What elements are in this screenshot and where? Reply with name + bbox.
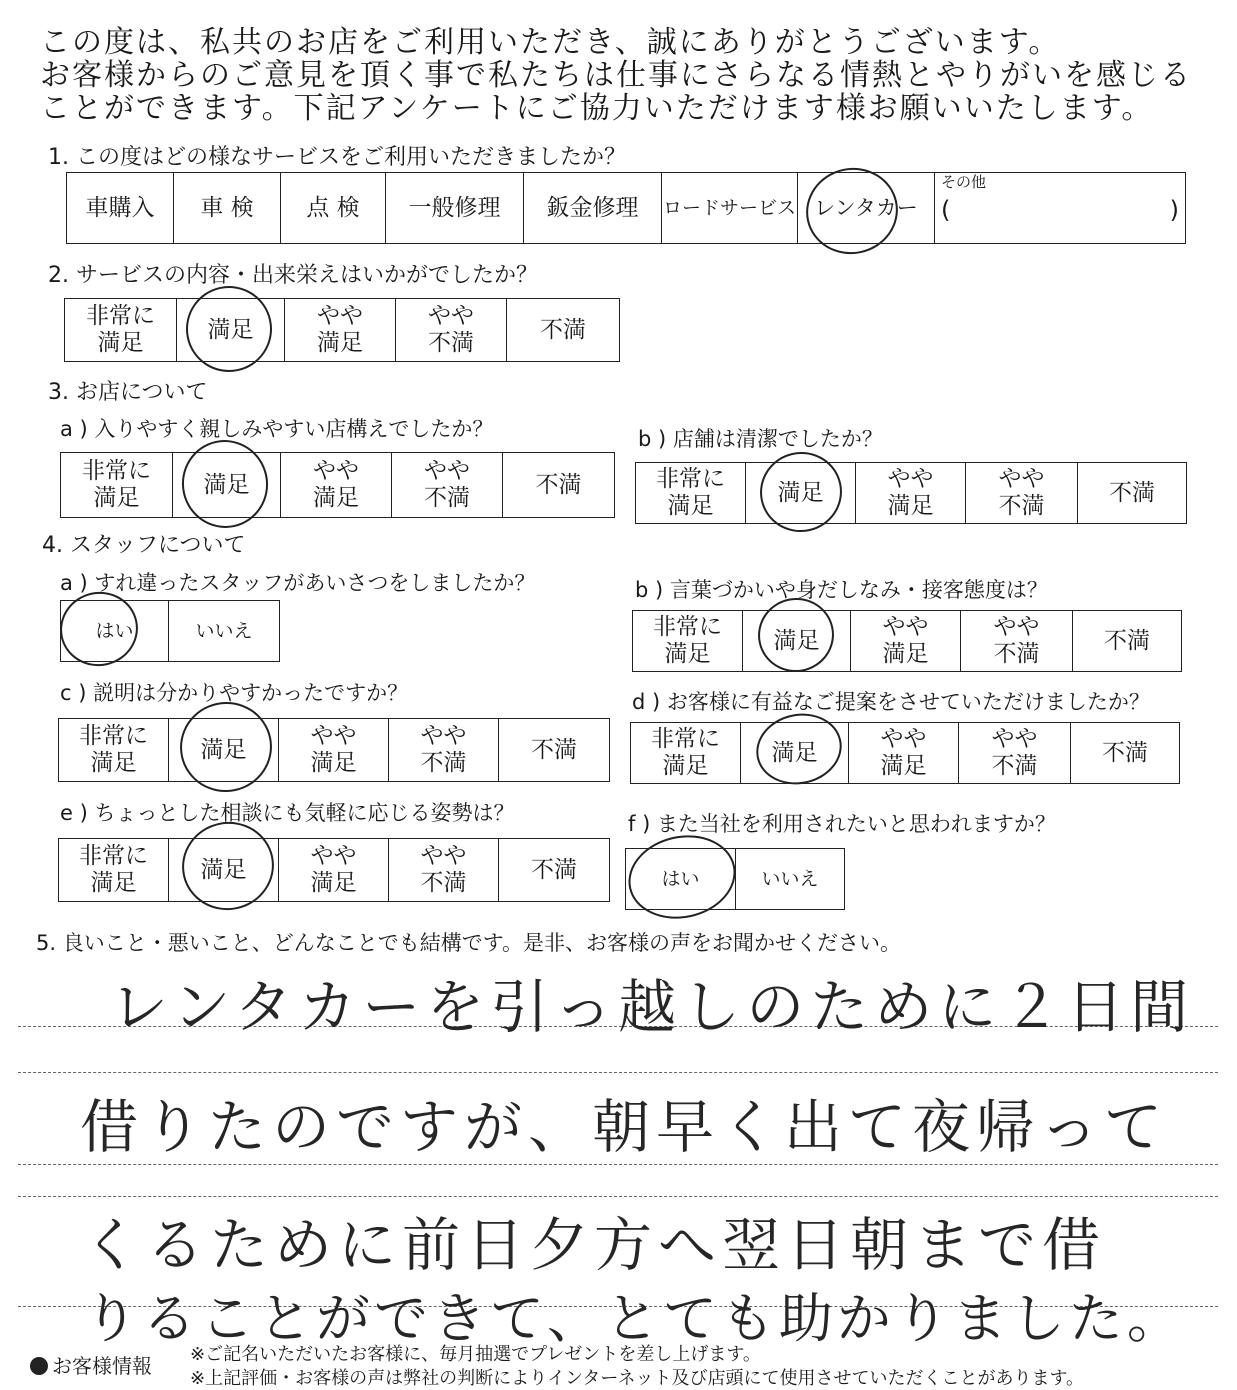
- q1-option-rental-car[interactable]: レンタカー: [798, 173, 935, 243]
- footer-note: ※上記評価・お客様の声は弊社の判断によりインターネット及び店頭にて使用させていただくことがあります。: [190, 1368, 1085, 1389]
- q3a-question: a ) 入りやすく親しみやすい店構えでしたか？: [60, 417, 494, 441]
- q1-other-label: その他: [941, 173, 987, 191]
- q4e-option-somewhat-satisfied[interactable]: やや 満足: [279, 839, 389, 901]
- q1-option-inspection[interactable]: 車 検: [174, 173, 281, 243]
- q4d-question: d ) お客様に有益なご提案をさせていただけましたか？: [632, 690, 1150, 714]
- q2-option-very-satisfied[interactable]: 非常に 満足: [65, 299, 177, 361]
- q4c-option-very-satisfied[interactable]: 非常に 満足: [59, 719, 169, 781]
- q1-option-car-purchase[interactable]: 車購入: [67, 173, 174, 243]
- answer-line: 借りたのですが、朝早く出て夜帰って: [80, 1093, 1169, 1161]
- q4b-question: b ) 言葉づかいや身だしなみ・接客態度は？: [635, 578, 1048, 602]
- q4e-option-somewhat-dissatisfied[interactable]: やや 不満: [389, 839, 499, 901]
- q4d-option-dissatisfied[interactable]: 不満: [1102, 739, 1148, 766]
- customer-info-text: お客様情報: [52, 1354, 152, 1378]
- q4b-option-somewhat-satisfied[interactable]: やや 満足: [851, 611, 961, 671]
- q1-other-close-paren: ): [1169, 196, 1179, 224]
- q2-option-somewhat-dissatisfied[interactable]: やや 不満: [396, 299, 507, 361]
- q3b-question: b ) 店舗は清潔でしたか？: [638, 427, 883, 451]
- intro-text: [40, 26, 1192, 125]
- q4-heading: 4. スタッフについて: [42, 533, 246, 558]
- q4c-option-satisfied[interactable]: 満足: [169, 719, 279, 781]
- q4f-option-yes[interactable]: はい: [626, 849, 736, 909]
- q3-heading: 3. お店について: [48, 380, 208, 405]
- q4c-option-somewhat-dissatisfied[interactable]: やや 不満: [389, 719, 499, 781]
- intro-line: ことができます。下記アンケートにご協力いただけます様お願いいたします。: [40, 91, 1154, 126]
- q4c-scale: [58, 718, 610, 782]
- q3a-option-somewhat-satisfied[interactable]: やや 満足: [281, 453, 392, 517]
- q4f-option-no[interactable]: いいえ: [761, 867, 819, 890]
- q1-options: [66, 172, 1186, 244]
- q1-option-bodywork[interactable]: 鈑金修理: [524, 173, 662, 243]
- q1-other-field[interactable]: [941, 197, 1179, 224]
- q1-option-check[interactable]: 点 検: [281, 173, 386, 243]
- q4d-scale: [630, 722, 1180, 784]
- q4b-option-dissatisfied[interactable]: 不満: [1104, 627, 1150, 654]
- q4a-yesno: [60, 600, 280, 662]
- q4f-question: f ) また当社を利用されたいと思われますか？: [628, 812, 1056, 836]
- q3a-option-very-satisfied[interactable]: 非常に 満足: [61, 453, 173, 517]
- q4d-option-very-satisfied[interactable]: 非常に 満足: [631, 723, 741, 783]
- q4b-option-very-satisfied[interactable]: 非常に 満足: [633, 611, 743, 671]
- q3a-scale: [60, 452, 615, 518]
- footer-note: ※ご記名いただいたお客様に、毎月抽選でプレゼントを差し上げます。: [190, 1344, 761, 1365]
- q2-option-dissatisfied[interactable]: 不満: [540, 316, 586, 343]
- q2-question: 2. サービスの内容・出来栄えはいかがでしたか？: [48, 263, 538, 288]
- q4e-option-very-satisfied[interactable]: 非常に 満足: [59, 839, 169, 901]
- q4a-option-yes[interactable]: はい: [61, 601, 169, 661]
- answer-ruled-line: [18, 1164, 1218, 1165]
- q4b-option-satisfied[interactable]: 満足: [743, 611, 851, 671]
- q3b-option-very-satisfied[interactable]: 非常に 満足: [636, 463, 746, 523]
- answer-ruled-line: [18, 1196, 1218, 1197]
- q3b-scale: [635, 462, 1187, 524]
- q4c-option-somewhat-satisfied[interactable]: やや 満足: [279, 719, 389, 781]
- q2-option-somewhat-satisfied[interactable]: やや 満足: [285, 299, 396, 361]
- q4c-question: c ) 説明は分かりやすかったですか？: [60, 681, 409, 705]
- q4f-yesno: [625, 848, 845, 910]
- q3a-option-somewhat-dissatisfied[interactable]: やや 不満: [392, 453, 503, 517]
- q4c-option-dissatisfied[interactable]: 不満: [531, 736, 577, 763]
- q1-question: 1. この度はどの様なサービスをご利用いただきましたか？: [48, 145, 626, 170]
- intro-line: お客様からのご意見を頂く事で私たちは仕事にさらなる情熱とやりがいを感じる: [40, 58, 1192, 93]
- q1-option-road-service[interactable]: ロードサービス: [662, 173, 798, 243]
- q4b-scale: [632, 610, 1182, 672]
- q1-other-open-paren: (: [941, 196, 951, 224]
- q4e-question: e ) ちょっとした相談にも気軽に応じる姿勢は？: [60, 801, 515, 825]
- answer-line: レンタカーを引っ越しのために２日間: [110, 973, 1195, 1041]
- q4b-option-somewhat-dissatisfied[interactable]: やや 不満: [961, 611, 1073, 671]
- intro-line: この度は、私共のお店をご利用いただき、誠にありがとうございます。: [40, 25, 1061, 60]
- q4a-option-no[interactable]: いいえ: [195, 619, 253, 642]
- answer-ruled-line: [18, 1072, 1218, 1073]
- answer-line: くるために前日夕方へ翌日朝まで借: [82, 1211, 1107, 1279]
- q3b-option-somewhat-dissatisfied[interactable]: やや 不満: [966, 463, 1078, 523]
- q2-option-satisfied[interactable]: 満足: [177, 299, 285, 361]
- q4a-question: a ) すれ違ったスタッフがあいさつをしましたか？: [60, 571, 536, 595]
- q1-option-other[interactable]: [935, 173, 1185, 243]
- bullet-icon: [30, 1357, 48, 1375]
- q3a-option-satisfied[interactable]: 満足: [173, 453, 281, 517]
- q3a-option-dissatisfied[interactable]: 不満: [535, 471, 582, 498]
- q2-scale: [64, 298, 620, 362]
- q3b-option-somewhat-satisfied[interactable]: やや 満足: [856, 463, 966, 523]
- customer-info-label: [30, 1350, 152, 1379]
- q3b-option-satisfied[interactable]: 満足: [746, 463, 856, 523]
- q1-option-general-repair[interactable]: 一般修理: [386, 173, 524, 243]
- answer-line: りることができて、とても助かりました。: [84, 1287, 1185, 1350]
- q5-question: 5. 良いこと・悪いこと、どんなことでも結構です。是非、お客様の声をお聞かせください。: [36, 931, 902, 955]
- q4d-option-somewhat-dissatisfied[interactable]: やや 不満: [959, 723, 1071, 783]
- q3b-option-dissatisfied[interactable]: 不満: [1109, 479, 1155, 506]
- q4e-option-dissatisfied[interactable]: 不満: [531, 856, 577, 883]
- q4d-option-somewhat-satisfied[interactable]: やや 満足: [849, 723, 959, 783]
- q4e-scale: [58, 838, 610, 902]
- q4d-option-satisfied[interactable]: 満足: [741, 723, 849, 783]
- q4e-option-satisfied[interactable]: 満足: [169, 839, 279, 901]
